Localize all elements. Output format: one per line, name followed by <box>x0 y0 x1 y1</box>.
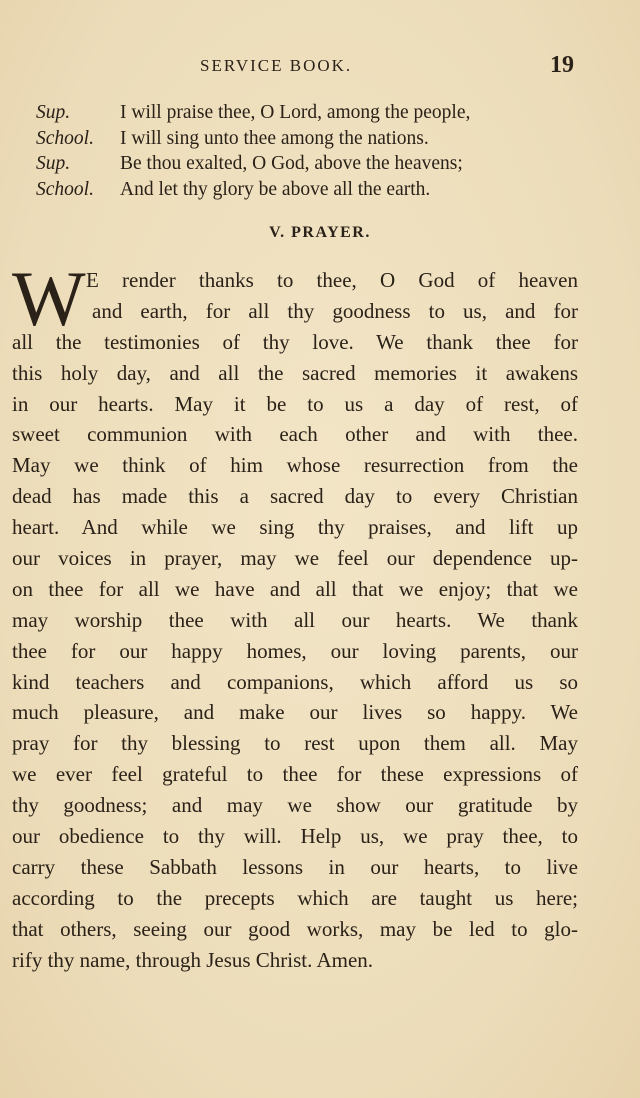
prayer-line: our obedience to thy will. Help us, we pray thee, to <box>12 824 578 849</box>
responsive-text: Be thou exalted, O God, above the heavens; <box>120 153 463 174</box>
responsive-text: I will sing unto thee among the nations. <box>120 127 429 149</box>
prayer-line: may worship thee with all our hearts. We thank <box>12 607 578 632</box>
running-title: SERVICE BOOK. <box>200 56 353 75</box>
responsive-line <box>36 100 576 126</box>
prayer-line: pray for thy blessing to rest upon them all. May <box>12 731 578 756</box>
prayer-line: on thee for all we have and all that we enjoy; that we <box>12 576 578 601</box>
prayer-line: carry these Sabbath lessons in our hearts, to live <box>12 854 578 879</box>
responsive-line <box>36 177 576 203</box>
prayer-paragraph <box>12 255 578 975</box>
prayer-line: heart. And while we sing thy praises, and lift up <box>12 515 578 540</box>
prayer-line: we ever feel grateful to thee for these expressions of <box>12 762 578 787</box>
prayer-line: that others, seeing our good works, may be led to glo- <box>12 916 578 941</box>
prayer-line: sweet communion with each other and with thee. <box>12 422 578 447</box>
prayer-line: E render thanks to thee, O God of heaven <box>86 268 578 292</box>
prayer-line: this holy day, and all the sacred memories it awakens <box>12 360 578 385</box>
prayer-line: according to the precepts which are taught us here; <box>12 885 578 910</box>
prayer-line: all the testimonies of thy love. We thank thee for <box>12 329 578 354</box>
speaker-label: Sup. <box>36 153 71 174</box>
responsive-line <box>36 126 576 152</box>
responsive-text: I will praise thee, O Lord, among the people, <box>120 102 471 123</box>
responsive-line <box>36 151 576 177</box>
prayer-line: May we think of him whose resurrection from the <box>12 453 578 478</box>
speaker-label: School. <box>36 178 94 200</box>
prayer-line: dead has made this a sacred day to every Christian <box>12 484 578 509</box>
prayer-line: rify thy name, through Jesus Christ. Amen. <box>12 947 374 972</box>
prayer-line: thee for our happy homes, our loving parents, our <box>12 638 578 663</box>
prayer-line: and earth, for all thy goodness to us, and for <box>92 298 578 323</box>
prayer-line: our voices in prayer, may we feel our dependence up- <box>12 546 578 571</box>
responsive-text: And let thy glory be above all the earth. <box>120 178 431 200</box>
prayer-line: kind teachers and companions, which afford us so <box>12 669 578 694</box>
responsive-reading <box>36 100 576 202</box>
prayer-line: thy goodness; and may we show our gratitude by <box>12 793 578 818</box>
running-head <box>0 52 640 82</box>
page-number: 19 <box>550 52 574 78</box>
speaker-label: Sup. <box>36 102 71 123</box>
prayer-line: in our hearts. May it be to us a day of rest, of <box>12 391 578 416</box>
speaker-label: School. <box>36 127 94 149</box>
prayer-line: much pleasure, and make our lives so happy. We <box>12 700 578 725</box>
section-heading: V. PRAYER. <box>269 224 371 241</box>
drop-cap: W <box>12 255 86 342</box>
